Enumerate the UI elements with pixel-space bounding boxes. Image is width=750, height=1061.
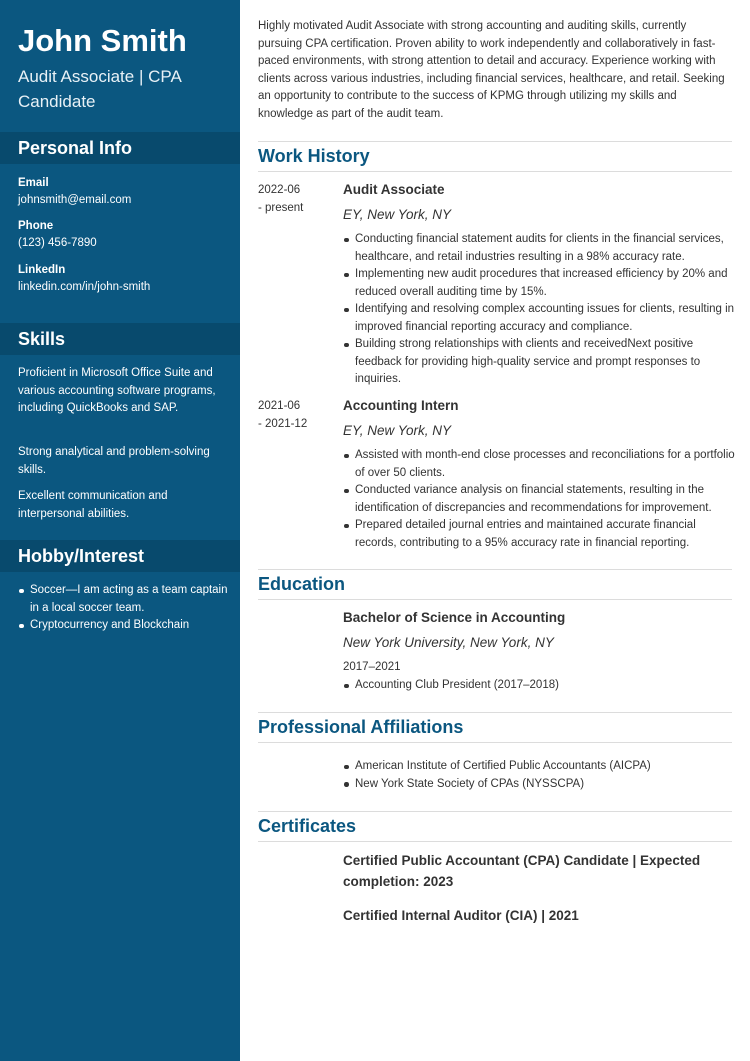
certificate-item: Certified Internal Auditor (CIA) | 2021	[343, 908, 579, 923]
section-divider	[258, 841, 732, 842]
job-title: Accounting Intern	[343, 398, 459, 413]
job-bullet: Identifying and resolving complex accounting issues for clients, resulting in improved financial reporting accuracy and compliance.	[343, 301, 735, 336]
summary-text: Highly motivated Audit Associate with strong accounting and auditing skills, currently pursuing CPA certification. Proven ability to work independently and collaboratively in fast-paced environments, with strong attention to detail and accuracy. Experience working with clients across various industries, including financial services, healthcare, and retail. Seeking an opportunity to contribute to the success of KPMG through utilizing my skills and knowledge as part of the audit team.	[258, 20, 725, 120]
email-label: Email	[18, 177, 49, 189]
section-divider	[258, 712, 732, 713]
section-divider	[258, 599, 732, 600]
job-date-start: 2022-06	[258, 184, 301, 196]
affiliation-item: New York State Society of CPAs (NYSSCPA)	[343, 776, 735, 794]
hobby-heading: Hobby/Interest	[0, 540, 240, 572]
job-location: EY, New York, NY	[343, 207, 452, 222]
certificate-item: Certified Public Accountant (CPA) Candidate | Expected completion: 2023	[343, 853, 701, 889]
job-title: Audit Associate	[343, 182, 445, 197]
hobby-item: Soccer—I am acting as a team captain in a local soccer team.	[18, 582, 228, 617]
affiliations-list	[343, 758, 735, 793]
hobby-item: Cryptocurrency and Blockchain	[18, 617, 228, 635]
job-bullet: Conducting financial statement audits for clients in the financial services, healthcare, and retail industries resulting in a 98% accuracy rate.	[343, 231, 735, 266]
affiliation-item: American Institute of Certified Public Accountants (AICPA)	[343, 758, 735, 776]
phone-label: Phone	[18, 220, 54, 232]
personal-info-heading: Personal Info	[0, 132, 240, 164]
job-date-start: 2021-06	[258, 400, 301, 412]
linkedin-label: LinkedIn	[18, 264, 66, 276]
skills-heading: Skills	[0, 323, 240, 355]
job-bullets	[343, 447, 735, 552]
hobby-list	[18, 582, 228, 635]
education-bullets	[343, 677, 735, 695]
phone-value[interactable]: (123) 456-7890	[18, 237, 97, 249]
job-location: EY, New York, NY	[343, 423, 452, 438]
skill-item: Excellent communication and interpersonal abilities.	[18, 490, 168, 520]
job-bullet: Building strong relationships with clients and receivedNext positive feedback for providing high-quality service and prompt responses to inquiries.	[343, 336, 735, 389]
education-heading: Education	[258, 574, 346, 594]
school-location: New York University, New York, NY	[343, 635, 554, 650]
skill-item: Strong analytical and problem-solving skills.	[18, 446, 210, 476]
candidate-subtitle: Audit Associate | CPA Candidate	[18, 67, 181, 111]
certificates-heading: Certificates	[258, 816, 357, 836]
section-divider	[258, 569, 732, 570]
work-history-heading: Work History	[258, 146, 370, 166]
section-divider	[258, 742, 732, 743]
affiliations-heading: Professional Affiliations	[258, 717, 464, 737]
skill-item: Proficient in Microsoft Office Suite and various accounting software programs, including QuickBooks and SAP.	[18, 367, 216, 414]
job-bullet: Implementing new audit procedures that increased efficiency by 20% and reduced overall auditing time by 15%.	[343, 266, 735, 301]
section-divider	[258, 811, 732, 812]
candidate-name: John Smith	[18, 23, 187, 58]
degree-title: Bachelor of Science in Accounting	[343, 610, 566, 625]
job-bullet: Assisted with month-end close processes and reconciliations for a portfolio of over 50 clients.	[343, 447, 735, 482]
section-divider	[258, 171, 732, 172]
education-bullet: Accounting Club President (2017–2018)	[343, 677, 735, 695]
job-bullet: Conducted variance analysis on financial statements, resulting in the identification of discrepancies and recommendations for improvement.	[343, 482, 735, 517]
sidebar	[0, 0, 240, 1061]
job-bullet: Prepared detailed journal entries and maintained accurate financial records, contributing to a 95% accuracy rate in financial reporting.	[343, 517, 735, 552]
job-date-end: - present	[258, 202, 304, 214]
section-divider	[258, 141, 732, 142]
linkedin-value[interactable]: linkedin.com/in/john-smith	[18, 281, 151, 293]
job-date-end: - 2021-12	[258, 418, 308, 430]
email-value[interactable]: johnsmith@email.com	[18, 194, 132, 206]
job-bullets	[343, 231, 735, 389]
education-years: 2017–2021	[343, 661, 401, 673]
